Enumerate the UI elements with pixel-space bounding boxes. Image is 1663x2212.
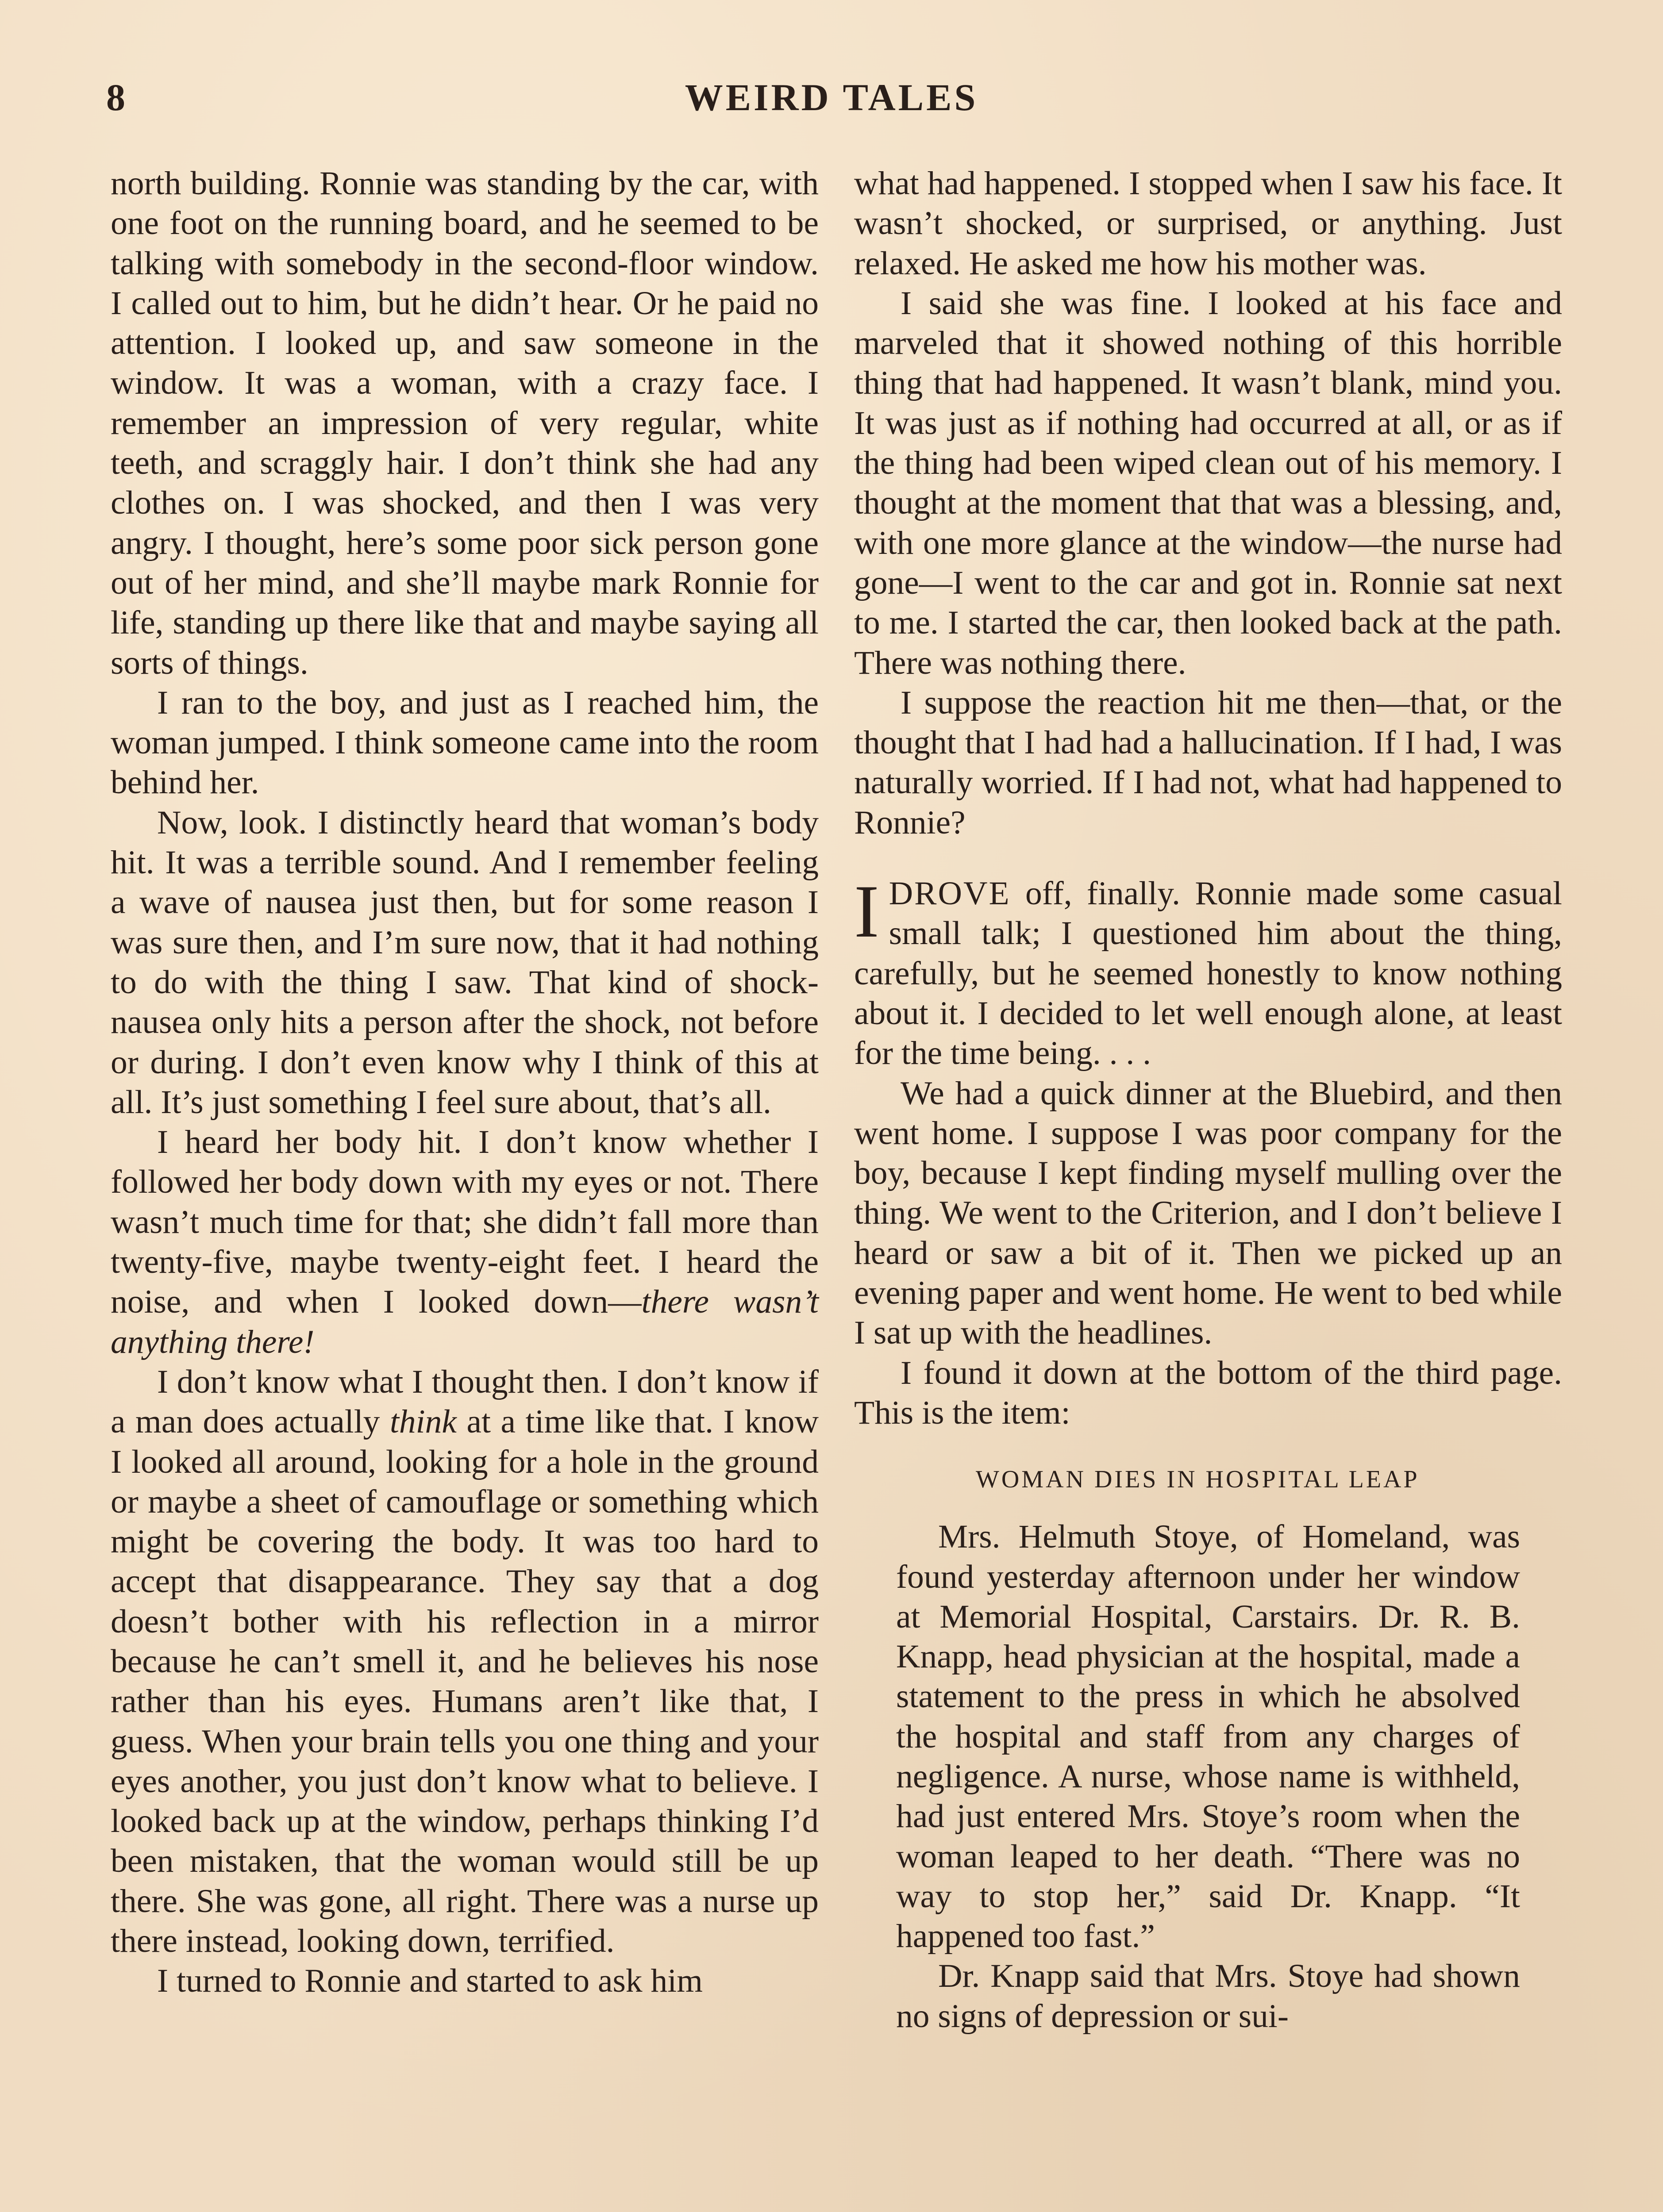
italic-text: think — [389, 1403, 457, 1440]
italic-text: there wasn’t anything there! — [111, 1283, 819, 1360]
news-clipping — [896, 1459, 1520, 2036]
page-header — [106, 75, 1557, 128]
paragraph: We had a quick dinner at the Bluebird, and then went home. I suppose I was poor company for the boy, because I kept finding myself mulling over the thing. We went to the Criterion, and I don’t believe I heard or saw a bit of it. Then we picked up an evening paper and went home. He went to bed while I sat up with the headlines. — [854, 1075, 1562, 1352]
left-column — [111, 164, 819, 2001]
paragraph: I found it down at the bottom of the third page. This is the item: — [854, 1354, 1562, 1431]
news-paragraph: Dr. Knapp said that Mrs. Stoye had shown no signs of depression or sui- — [896, 1958, 1520, 2035]
magazine-title: WEIRD TALES — [685, 76, 978, 119]
paragraph: what had happened. I stopped when I saw his face. It wasn’t shocked, or surprised, or anything. Just relaxed. He asked me how his mother was. — [854, 165, 1562, 282]
small-caps-lead: DROVE — [889, 875, 1011, 912]
paragraph: Now, look. I distinctly heard that woman’s body hit. It was a terrible sound. And I remember feeling a wave of nausea just then, but for some reason I was sure then, and I’m sure now, that it had nothing to do with the thing I saw. That kind of shock-nausea only hits a person after the shock, not before or during. I don’t even know why I think of this at all. It’s just something I feel sure about, that’s all. — [111, 804, 819, 1121]
paragraph: I suppose the reaction hit me then—that, or the thought that I had had a hallucination. If I had, I was naturally worried. If I had not, what had happened to Ronnie? — [854, 684, 1562, 841]
news-headline: WOMAN DIES IN HOSPITAL LEAP — [976, 1466, 1420, 1494]
drop-cap: I — [854, 870, 879, 953]
text-run: I don’t know what I thought then. I don’t know if a man does actually — [111, 1363, 819, 1440]
paragraph: I said she was fine. I looked at his face and marveled that it showed nothing of this horrible thing that had happened. It wasn’t blank, mind you. It was just as if nothing had occurred at all, or as if the thing had been wiped clean out of his memory. I thought at the moment that that was a blessing, and, with one more glance at the window—the nurse had gone—I went to the car and got in. Ronnie sat next to me. I started the car, then looked back at the path. There was nothing there. — [854, 284, 1562, 681]
section-opening-paragraph — [854, 870, 1562, 1073]
paragraph: north building. Ronnie was standing by the car, with one foot on the running board, and he seemed to be talking with somebody in the second-floor window. I called out to him, but he didn’t hear. Or he paid no attention. I looked up, and saw someone in the window. It was a woman, with a crazy face. I remember an impression of very regular, white teeth, and scraggly hair. I don’t think she had any clothes on. I was shocked, and then I was very angry. I thought, here’s some poor sick person gone out of her mind, and she’ll maybe mark Ronnie for life, standing up there like that and maybe saying all sorts of things. — [111, 165, 819, 681]
right-column — [854, 164, 1562, 2036]
paragraph: I turned to Ronnie and started to ask him — [157, 1962, 703, 2000]
paragraph: I ran to the boy, and just as I reached him, the woman jumped. I think someone came into the room behind her. — [111, 684, 819, 801]
news-paragraph: Mrs. Helmuth Stoye, of Homeland, was found yesterday afternoon under her window at Memorial Hospital, Carstairs. Dr. R. B. Knapp, head physician at the hospital, made a statement to the press in which he absolved the hospital and staff from any charges of negligence. A nurse, whose name is withheld, had just entered Mrs. Stoye’s room when the woman leaped to her death. “There was no way to stop her,” said Dr. Knapp. “It happened too fast.” — [896, 1518, 1520, 1955]
paragraph — [111, 1362, 819, 1961]
paragraph — [111, 1122, 819, 1362]
text-run: off, finally. Ronnie made some casual small talk; I questioned him about the thing, carefully, but he seemed honestly to know nothing about it. I decided to let well enough alone, at least for the time being. . . . — [854, 875, 1562, 1072]
text-run: I heard her body hit. I don’t know whether I followed her body down with my eyes or not. There wasn’t much time for that; she didn’t fall more than twenty-five, maybe twenty-eight feet. I heard the noise, and when I looked down— — [111, 1124, 819, 1321]
page-number: 8 — [106, 76, 126, 119]
text-run: at a time like that. I know I looked all around, looking for a hole in the ground or maybe a sheet of camouflage or something which might be covering the body. It was too hard to accept that disappearance. They say that a dog doesn’t bother with his reflection in a mirror because he can’t smell it, and he believes his nose rather than his eyes. Humans aren’t like that, I guess. When your brain tells you one thing and your eyes another, you just don’t know what to believe. I looked back up at the window, perhaps thinking I’d been mistaken, that the woman would still be up there. She was gone, all right. There was a nurse up there instead, looking down, terrified. — [111, 1403, 819, 1960]
